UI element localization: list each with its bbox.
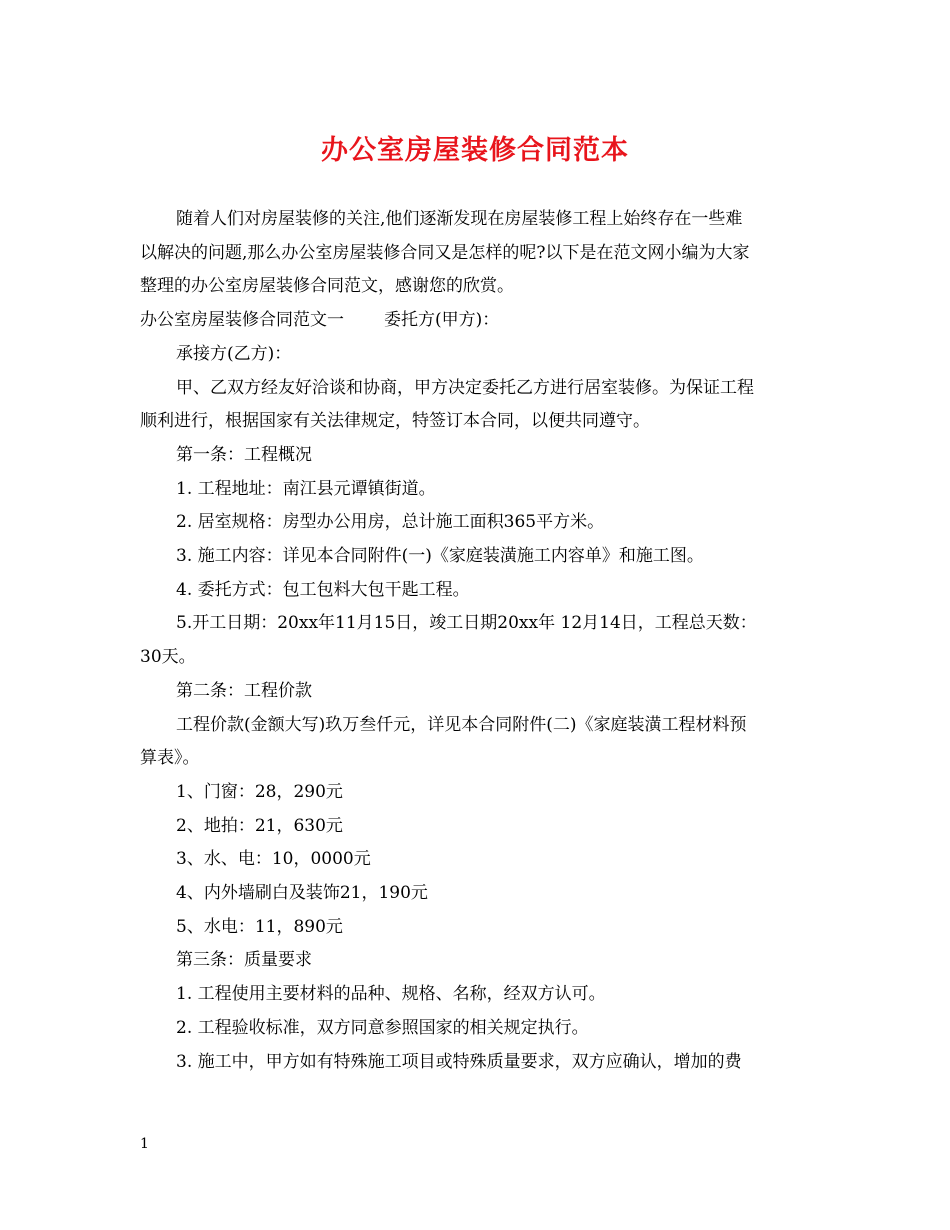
list-item: 2. 工程验收标准，双方同意参照国家的相关规定执行。	[176, 1017, 589, 1038]
preamble-line-1: 甲、乙双方经友好洽谈和协商，甲方决定委托乙方进行居室装修。为保证工程	[176, 377, 754, 398]
list-item: 1. 工程地址：南江县元谭镇街道。	[176, 478, 436, 499]
preamble-line-2: 顺利进行，根据国家有关法律规定，特签订本合同，以便共同遵守。	[140, 411, 650, 432]
price-line-2: 算表》。	[140, 748, 200, 769]
intro-line-2: 以解决的问题,那么办公室房屋装修合同又是怎样的呢?以下是在范文网小编为大家	[140, 242, 750, 263]
price-line-1: 工程价款(金额大写)玖万叁仟元，详见本合同附件(二)《家庭装潢工程材料预	[176, 714, 747, 735]
intro-line-1: 随着人们对房屋装修的关注,他们逐渐发现在房屋装修工程上始终存在一些难	[176, 209, 743, 229]
list-item: 1. 工程使用主要材料的品种、规格、名称，经双方认可。	[176, 984, 606, 1005]
price-item: 4、内外墙刷白及装饰21，190元	[176, 883, 428, 904]
list-item: 3. 施工内容：详见本合同附件(一)《家庭装潢施工内容单》和施工图。	[176, 546, 704, 567]
document-body	[140, 203, 820, 1079]
intro-line-3: 整理的办公室房屋装修合同范文，感谢您的欣赏。	[140, 276, 514, 297]
list-item: 4. 委托方式：包工包料大包干匙工程。	[176, 579, 470, 600]
list-item: 2. 居室规格：房型办公用房，总计施工面积365平方米。	[176, 512, 605, 533]
contract-heading-line	[140, 304, 820, 338]
party-b-label: 承接方(乙方)：	[176, 343, 292, 364]
party-a-label: 委托方(甲方)：	[384, 310, 500, 331]
document-title: 办公室房屋装修合同范本	[321, 135, 629, 166]
price-item: 1、门窗：28，290元	[176, 781, 343, 802]
contract-subtitle: 办公室房屋装修合同范文一	[140, 310, 344, 331]
list-item-continuation: 30天。	[140, 647, 196, 668]
page-number: 1	[140, 1136, 149, 1152]
list-item: 3. 施工中，甲方如有特殊施工项目或特殊质量要求，双方应确认，增加的费	[176, 1051, 742, 1072]
article-2-heading: 第二条：工程价款	[176, 680, 312, 701]
article-1-heading: 第一条：工程概况	[176, 444, 312, 465]
article-3-heading: 第三条：质量要求	[176, 950, 312, 971]
price-item: 5、水电：11，890元	[176, 916, 343, 937]
price-item: 2、地拍：21，630元	[176, 815, 343, 836]
list-item: 5.开工日期：20xx年11月15日，竣工日期20xx年 12月14日，工程总天数：	[176, 613, 757, 634]
price-item: 3、水、电：10，0000元	[176, 849, 371, 870]
